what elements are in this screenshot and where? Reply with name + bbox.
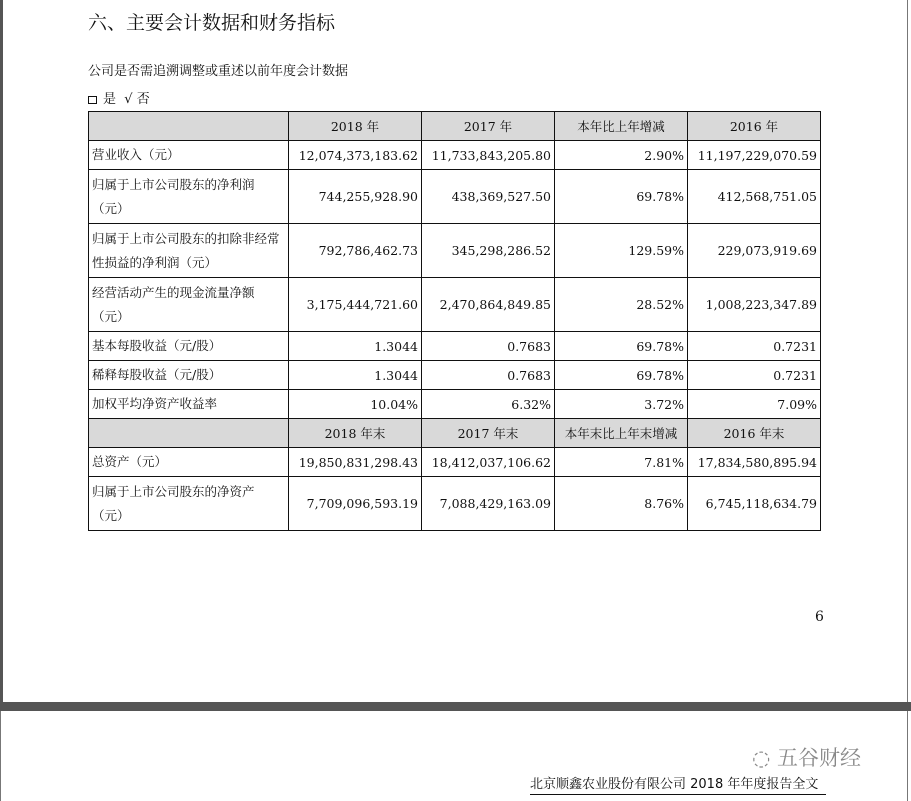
section-title: 六、主要会计数据和财务指标 bbox=[88, 12, 336, 34]
table-row bbox=[89, 390, 821, 419]
cell: 744,255,928.90 bbox=[289, 170, 422, 224]
cell: 129.59% bbox=[555, 224, 688, 278]
page-border-left-2 bbox=[0, 710, 1, 801]
table-row bbox=[89, 361, 821, 390]
cell: 17,834,580,895.94 bbox=[688, 448, 821, 477]
cell: 12,074,373,183.62 bbox=[289, 141, 422, 170]
cell: 229,073,919.69 bbox=[688, 224, 821, 278]
cell: 2,470,864,849.85 bbox=[422, 278, 555, 332]
row-label: 稀释每股收益（元/股） bbox=[89, 361, 289, 390]
row-label bbox=[89, 419, 289, 448]
financial-table bbox=[88, 111, 821, 531]
cell: 7.81% bbox=[555, 448, 688, 477]
cell: 2018 年末 bbox=[289, 419, 422, 448]
cell: 2017 年末 bbox=[422, 419, 555, 448]
row-label: 归属于上市公司股东的扣除非经常性损益的净利润（元） bbox=[89, 224, 289, 278]
option-no: 否 bbox=[136, 92, 150, 107]
cell: 19,850,831,298.43 bbox=[289, 448, 422, 477]
cell: 7,709,096,593.19 bbox=[289, 477, 422, 531]
table-row bbox=[89, 477, 821, 531]
cell: 69.78% bbox=[555, 170, 688, 224]
table-row bbox=[89, 224, 821, 278]
check-mark: √ bbox=[124, 92, 133, 107]
table-row bbox=[89, 278, 821, 332]
cell: 18,412,037,106.62 bbox=[422, 448, 555, 477]
cell: 0.7231 bbox=[688, 361, 821, 390]
cell: 2016 年末 bbox=[688, 419, 821, 448]
cell: 412,568,751.05 bbox=[688, 170, 821, 224]
table-row bbox=[89, 170, 821, 224]
cell: 0.7683 bbox=[422, 332, 555, 361]
cell: 11,733,843,205.80 bbox=[422, 141, 555, 170]
cell: 7.09% bbox=[688, 390, 821, 419]
cell: 345,298,286.52 bbox=[422, 224, 555, 278]
cell: 0.7231 bbox=[688, 332, 821, 361]
row-label: 营业收入（元） bbox=[89, 141, 289, 170]
cell: 6.32% bbox=[422, 390, 555, 419]
cell: 2.90% bbox=[555, 141, 688, 170]
cell: 3.72% bbox=[555, 390, 688, 419]
row-label bbox=[89, 112, 289, 141]
footer: 北京顺鑫农业股份有限公司 2018 年年度报告全文 bbox=[530, 773, 826, 795]
cell: 8.76% bbox=[555, 477, 688, 531]
cell: 2018 年 bbox=[289, 112, 422, 141]
table-row bbox=[89, 141, 821, 170]
cell: 2017 年 bbox=[422, 112, 555, 141]
cell: 1.3044 bbox=[289, 361, 422, 390]
cell: 2016 年 bbox=[688, 112, 821, 141]
table-row bbox=[89, 332, 821, 361]
cell: 3,175,444,721.60 bbox=[289, 278, 422, 332]
cell: 1.3044 bbox=[289, 332, 422, 361]
cell: 792,786,462.73 bbox=[289, 224, 422, 278]
cell: 7,088,429,163.09 bbox=[422, 477, 555, 531]
row-label: 基本每股收益（元/股） bbox=[89, 332, 289, 361]
cell: 69.78% bbox=[555, 361, 688, 390]
page-border-right bbox=[907, 0, 908, 801]
cell: 0.7683 bbox=[422, 361, 555, 390]
cell: 10.04% bbox=[289, 390, 422, 419]
cell: 1,008,223,347.89 bbox=[688, 278, 821, 332]
table-row bbox=[89, 448, 821, 477]
cell: 本年末比上年末增减 bbox=[555, 419, 688, 448]
checkbox-icon bbox=[88, 96, 97, 104]
row-label: 经营活动产生的现金流量净额（元） bbox=[89, 278, 289, 332]
cell: 438,369,527.50 bbox=[422, 170, 555, 224]
row-label: 总资产（元） bbox=[89, 448, 289, 477]
page-separator bbox=[0, 702, 911, 711]
wechat-icon: ◌ bbox=[752, 746, 771, 770]
cell: 69.78% bbox=[555, 332, 688, 361]
cell: 本年比上年增减 bbox=[555, 112, 688, 141]
cell: 28.52% bbox=[555, 278, 688, 332]
row-label: 归属于上市公司股东的净资产（元） bbox=[89, 477, 289, 531]
cell: 11,197,229,070.59 bbox=[688, 141, 821, 170]
option-yes: 是 bbox=[103, 92, 117, 107]
page-border-left bbox=[0, 0, 3, 702]
restatement-options bbox=[88, 88, 150, 107]
row-label: 归属于上市公司股东的净利润（元） bbox=[89, 170, 289, 224]
watermark bbox=[752, 742, 861, 772]
watermark-text: 五谷财经 bbox=[777, 746, 862, 770]
cell: 6,745,118,634.79 bbox=[688, 477, 821, 531]
header-row bbox=[89, 419, 821, 448]
header-row bbox=[89, 112, 821, 141]
page-number: 6 bbox=[815, 609, 824, 625]
row-label: 加权平均净资产收益率 bbox=[89, 390, 289, 419]
restatement-question: 公司是否需追溯调整或重述以前年度会计数据 bbox=[88, 64, 349, 79]
